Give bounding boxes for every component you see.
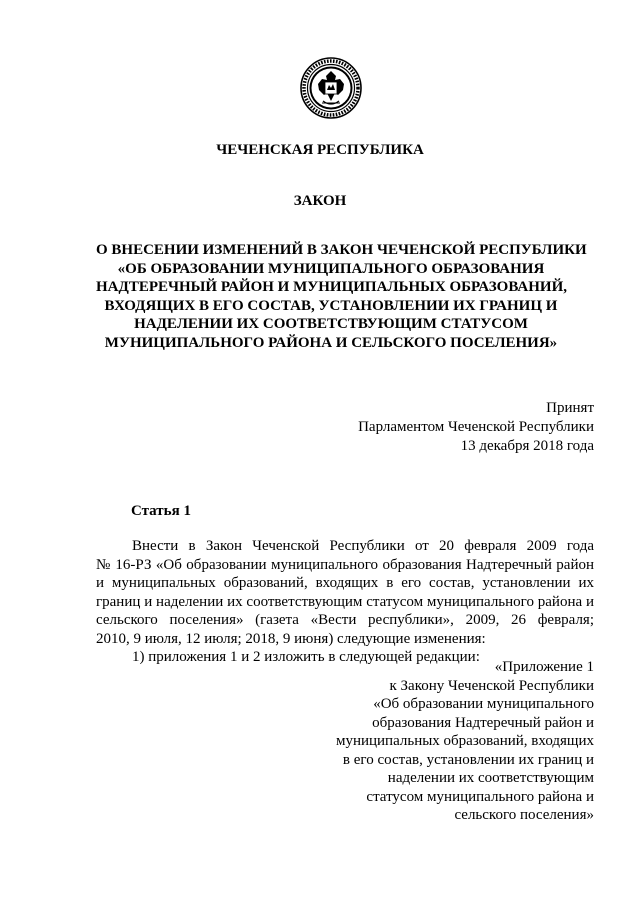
appendix-line: статусом муниципального района и <box>366 788 594 805</box>
title-line: «ОБ ОБРАЗОВАНИИ МУНИЦИПАЛЬНОГО ОБРАЗОВАНИЯ <box>117 260 545 277</box>
paragraph-line: № 16-РЗ «Об образовании муниципального образования Надтеречный район <box>96 556 594 573</box>
coat-of-arms-icon <box>300 57 362 119</box>
document-type: ЗАКОН <box>293 193 347 209</box>
title-line: ВХОДЯЩИХ В ЕГО СОСТАВ, УСТАНОВЛЕНИИ ИХ ГРАНИЦ И <box>104 297 558 314</box>
article-heading: Статья 1 <box>131 503 191 519</box>
paragraph-line: и муниципальных образований, входящих в его состав, установлении их <box>96 575 594 591</box>
paragraph-line: сельского поселения» (газета «Вести республики», 2009, 26 февраля; <box>96 612 594 628</box>
article-body <box>96 537 594 667</box>
appendix-line: к Закону Чеченской Республики <box>389 677 594 694</box>
adoption-body: Парламентом Чеченской Республики <box>358 419 594 435</box>
appendix-line: сельского поселения» <box>454 807 594 823</box>
appendix-line: образования Надтеречный район и <box>372 714 594 731</box>
title-line: О ВНЕСЕНИИ ИЗМЕНЕНИЙ В ЗАКОН ЧЕЧЕНСКОЙ РЕСПУБЛИКИ <box>96 242 587 258</box>
appendix-line: «Приложение 1 <box>494 659 594 675</box>
adoption-date: 13 декабря 2018 года <box>460 438 594 454</box>
adoption-status: Принят <box>546 400 594 416</box>
paragraph-line: 2010, 9 июля, 12 июля; 2018, 9 июня) следующие изменения: <box>96 630 486 647</box>
paragraph-line: Внести в Закон Чеченской Республики от 20 февраля 2009 года <box>132 538 594 554</box>
law-title <box>96 241 587 352</box>
paragraph-line: границ и наделении их соответствующим статусом муниципального района и <box>96 593 594 610</box>
appendix-line: наделении их соответствующим <box>387 770 594 786</box>
appendix-line: «Об образовании муниципального <box>373 696 594 712</box>
adoption-block <box>358 399 594 456</box>
appendix-header <box>336 658 594 825</box>
list-item: 1) приложения 1 и 2 изложить в следующей редакции: <box>132 649 480 665</box>
title-line: МУНИЦИПАЛЬНОГО РАЙОНА И СЕЛЬСКОГО ПОСЕЛЕНИЯ» <box>104 334 558 351</box>
appendix-line: муниципальных образований, входящих <box>335 733 594 749</box>
republic-name: ЧЕЧЕНСКАЯ РЕСПУБЛИКА <box>216 142 424 158</box>
appendix-line: в его состав, установлении их границ и <box>342 751 594 768</box>
title-line: НАДТЕРЕЧНЫЙ РАЙОН И МУНИЦИПАЛЬНЫХ ОБРАЗОВАНИЙ, <box>96 279 567 295</box>
title-line: НАДЕЛЕНИИ ИХ СООТВЕТСТВУЮЩИМ СТАТУСОМ <box>134 316 528 332</box>
